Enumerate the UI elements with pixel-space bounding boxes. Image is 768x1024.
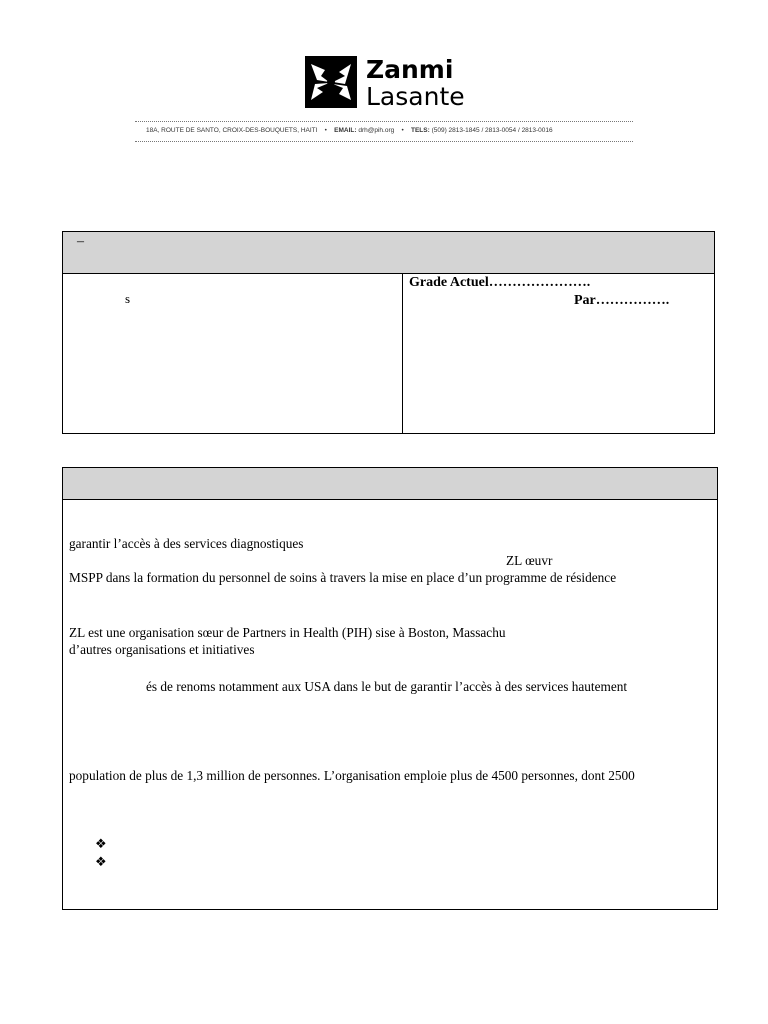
- paragraph-line: és de renoms notamment aux USA dans le but de garantir l’accès à des services hautement: [146, 679, 628, 694]
- paragraph-line: MSPP dans la formation du personnel de soins à travers la mise en place d’un programme de résidence: [69, 570, 617, 585]
- paragraph-line: ZL œuvr: [506, 553, 553, 568]
- header-dash: –: [77, 234, 84, 249]
- logo-mark: [305, 56, 357, 108]
- paragraph-line: garantir l’accès à des services diagnostiques: [69, 536, 304, 551]
- organization-description-box: [62, 467, 718, 910]
- address-text: 18A, ROUTE DE SANTO, CROIX-DES-BOUQUETS, HAITI: [146, 127, 318, 134]
- par-field: Par…………….: [574, 293, 670, 308]
- paragraph-line: population de plus de 1,3 million de personnes. L’organisation emploie plus de 4500 personnes, dont 2500: [69, 768, 635, 783]
- column-divider: [402, 274, 403, 433]
- left-cell-text: s: [125, 291, 131, 306]
- contact-line: 18A, ROUTE DE SANTO, CROIX-DES-BOUQUETS, HAITI • EMAIL: drh@pih.org • TELS: (509) 2813-1845 / 2813-0054 / 2813-0016: [146, 127, 553, 134]
- brand-name-line2: Lasante: [366, 82, 465, 111]
- description-header: [63, 468, 717, 500]
- position-info-box: [62, 231, 715, 434]
- paragraph-line: ZL est une organisation sœur de Partners in Health (PIH) sise à Boston, Massachu: [69, 625, 506, 640]
- position-info-header: [63, 232, 714, 274]
- dotted-rule-top: [135, 121, 633, 122]
- brand-name-line1: Zanmi: [366, 55, 454, 84]
- paragraph-line: d’autres organisations et initiatives: [69, 642, 255, 657]
- tels-value: (509) 2813-1845 / 2813-0054 / 2813-0016: [431, 127, 553, 134]
- tels-label: TELS:: [410, 127, 430, 134]
- email-label: EMAIL:: [334, 127, 357, 134]
- diamond-bullet-icon: ❖: [95, 855, 107, 870]
- diamond-bullet-icon: ❖: [95, 837, 107, 852]
- email-value: drh@pih.org: [358, 127, 395, 134]
- grade-actuel-field: Grade Actuel………………….: [409, 275, 591, 290]
- dotted-rule-bottom: [135, 141, 633, 142]
